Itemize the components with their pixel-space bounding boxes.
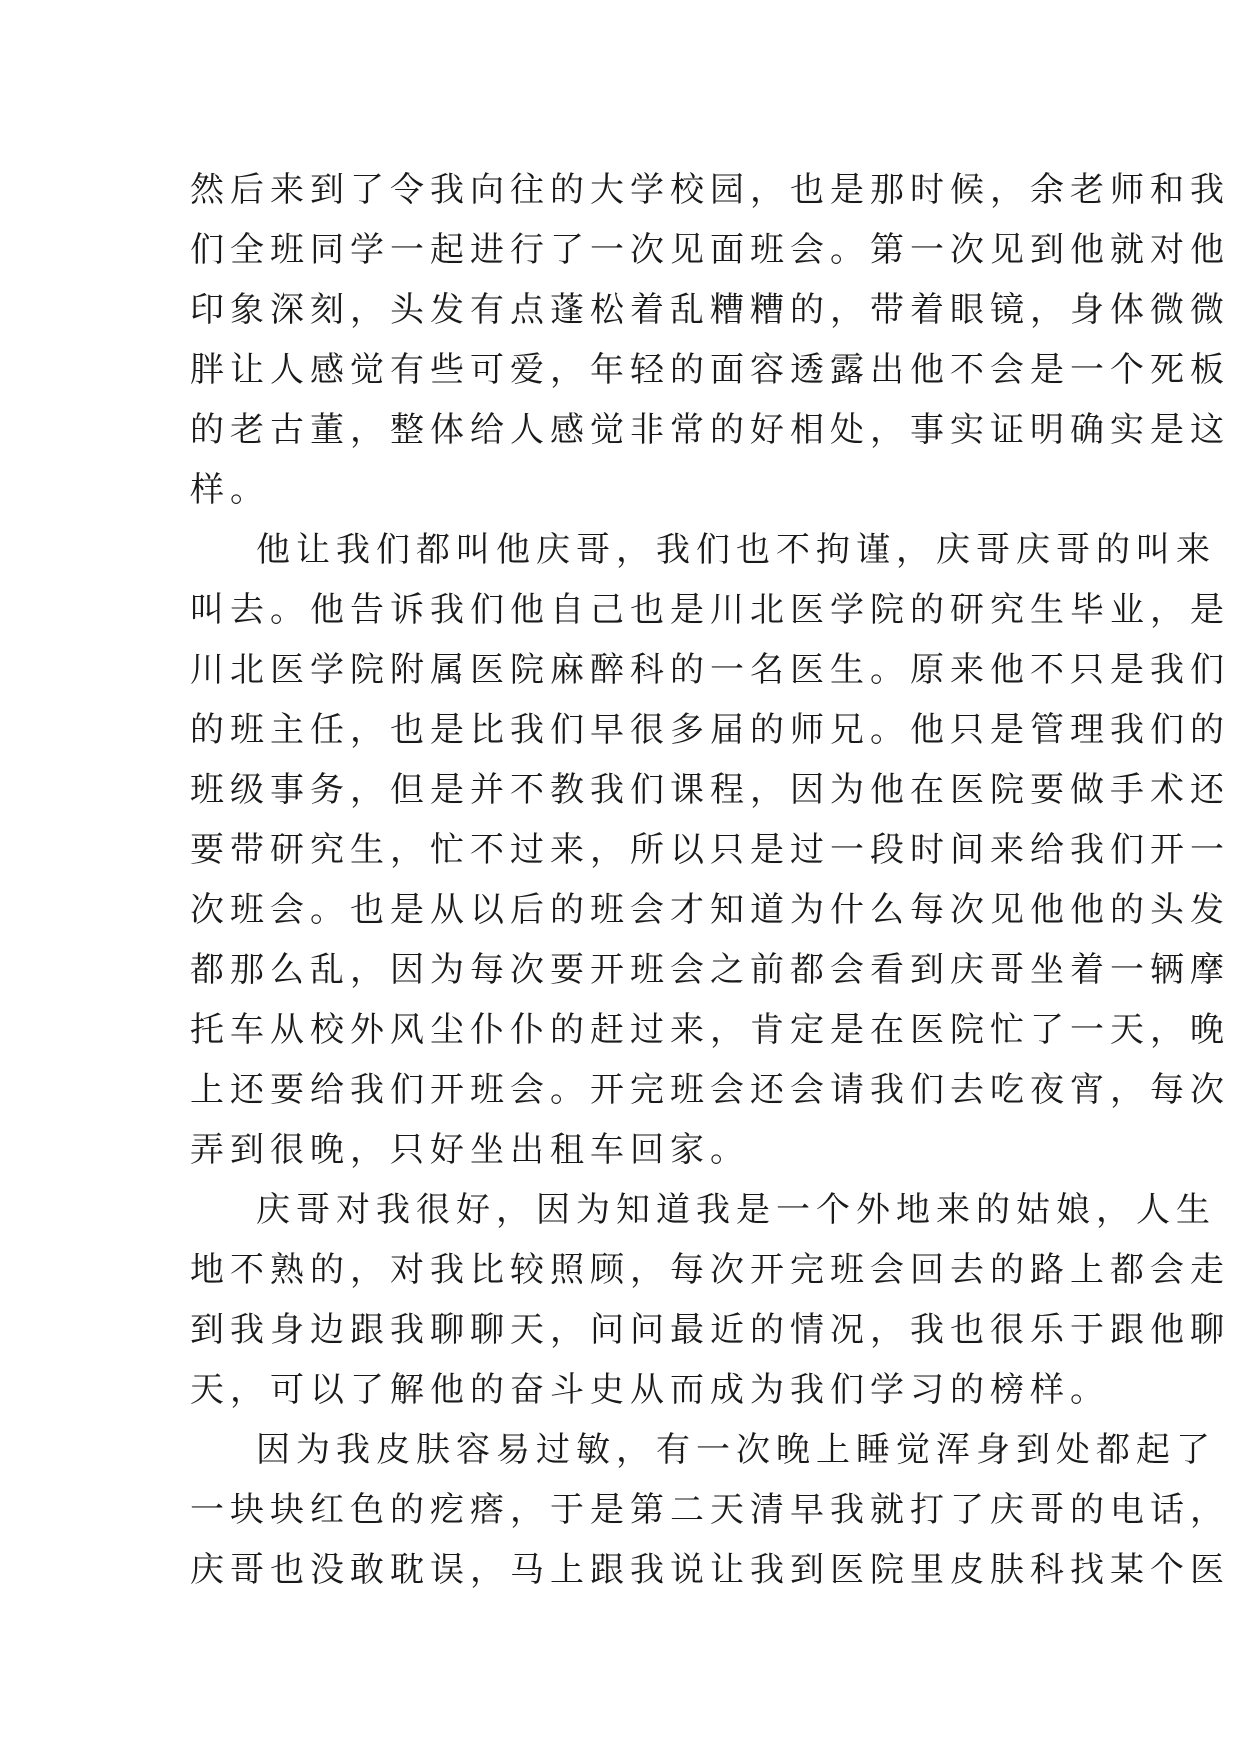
text-line: 的老古董，整体给人感觉非常的好相处，事实证明确实是这 <box>190 410 1230 450</box>
text-line: 托车从校外风尘仆仆的赶过来，肯定是在医院忙了一天，晚 <box>190 1010 1230 1050</box>
text-line: 弄到很晚，只好坐出租车回家。 <box>190 1130 750 1170</box>
text-line: 班级事务，但是并不教我们课程，因为他在医院要做手术还 <box>190 770 1230 810</box>
text-line: 川北医学院附属医院麻醉科的一名医生。原来他不只是我们 <box>190 650 1230 690</box>
document-body <box>190 160 1230 1600</box>
text-line: 胖让人感觉有些可爱，年轻的面容透露出他不会是一个死板 <box>190 350 1230 390</box>
text-line: 叫去。他告诉我们他自己也是川北医学院的研究生毕业，是 <box>190 590 1230 630</box>
text-line: 一块块红色的疙瘩，于是第二天清早我就打了庆哥的电话， <box>190 1490 1230 1530</box>
text-line: 们全班同学一起进行了一次见面班会。第一次见到他就对他 <box>190 230 1230 270</box>
text-line: 上还要给我们开班会。开完班会还会请我们去吃夜宵，每次 <box>190 1070 1230 1110</box>
text-line: 印象深刻，头发有点蓬松着乱糟糟的，带着眼镜，身体微微 <box>190 290 1230 330</box>
text-line: 到我身边跟我聊聊天，问问最近的情况，我也很乐于跟他聊 <box>190 1310 1230 1350</box>
text-line: 的班主任，也是比我们早很多届的师兄。他只是管理我们的 <box>190 710 1230 750</box>
text-line: 庆哥也没敢耽误，马上跟我说让我到医院里皮肤科找某个医 <box>190 1550 1230 1590</box>
text-line: 天，可以了解他的奋斗史从而成为我们学习的榜样。 <box>190 1370 1110 1410</box>
text-line: 要带研究生，忙不过来，所以只是过一段时间来给我们开一 <box>190 830 1230 870</box>
paragraph-start-line: 他让我们都叫他庆哥，我们也不拘谨，庆哥庆哥的叫来 <box>256 530 1216 570</box>
text-line: 都那么乱，因为每次要开班会之前都会看到庆哥坐着一辆摩 <box>190 950 1230 990</box>
text-line: 样。 <box>190 470 270 510</box>
text-line: 地不熟的，对我比较照顾，每次开完班会回去的路上都会走 <box>190 1250 1230 1290</box>
paragraph-start-line: 庆哥对我很好，因为知道我是一个外地来的姑娘，人生 <box>256 1190 1216 1230</box>
text-line: 次班会。也是从以后的班会才知道为什么每次见他他的头发 <box>190 890 1230 930</box>
text-line: 然后来到了令我向往的大学校园，也是那时候，余老师和我 <box>190 170 1230 210</box>
paragraph-start-line: 因为我皮肤容易过敏，有一次晚上睡觉浑身到处都起了 <box>256 1430 1216 1470</box>
